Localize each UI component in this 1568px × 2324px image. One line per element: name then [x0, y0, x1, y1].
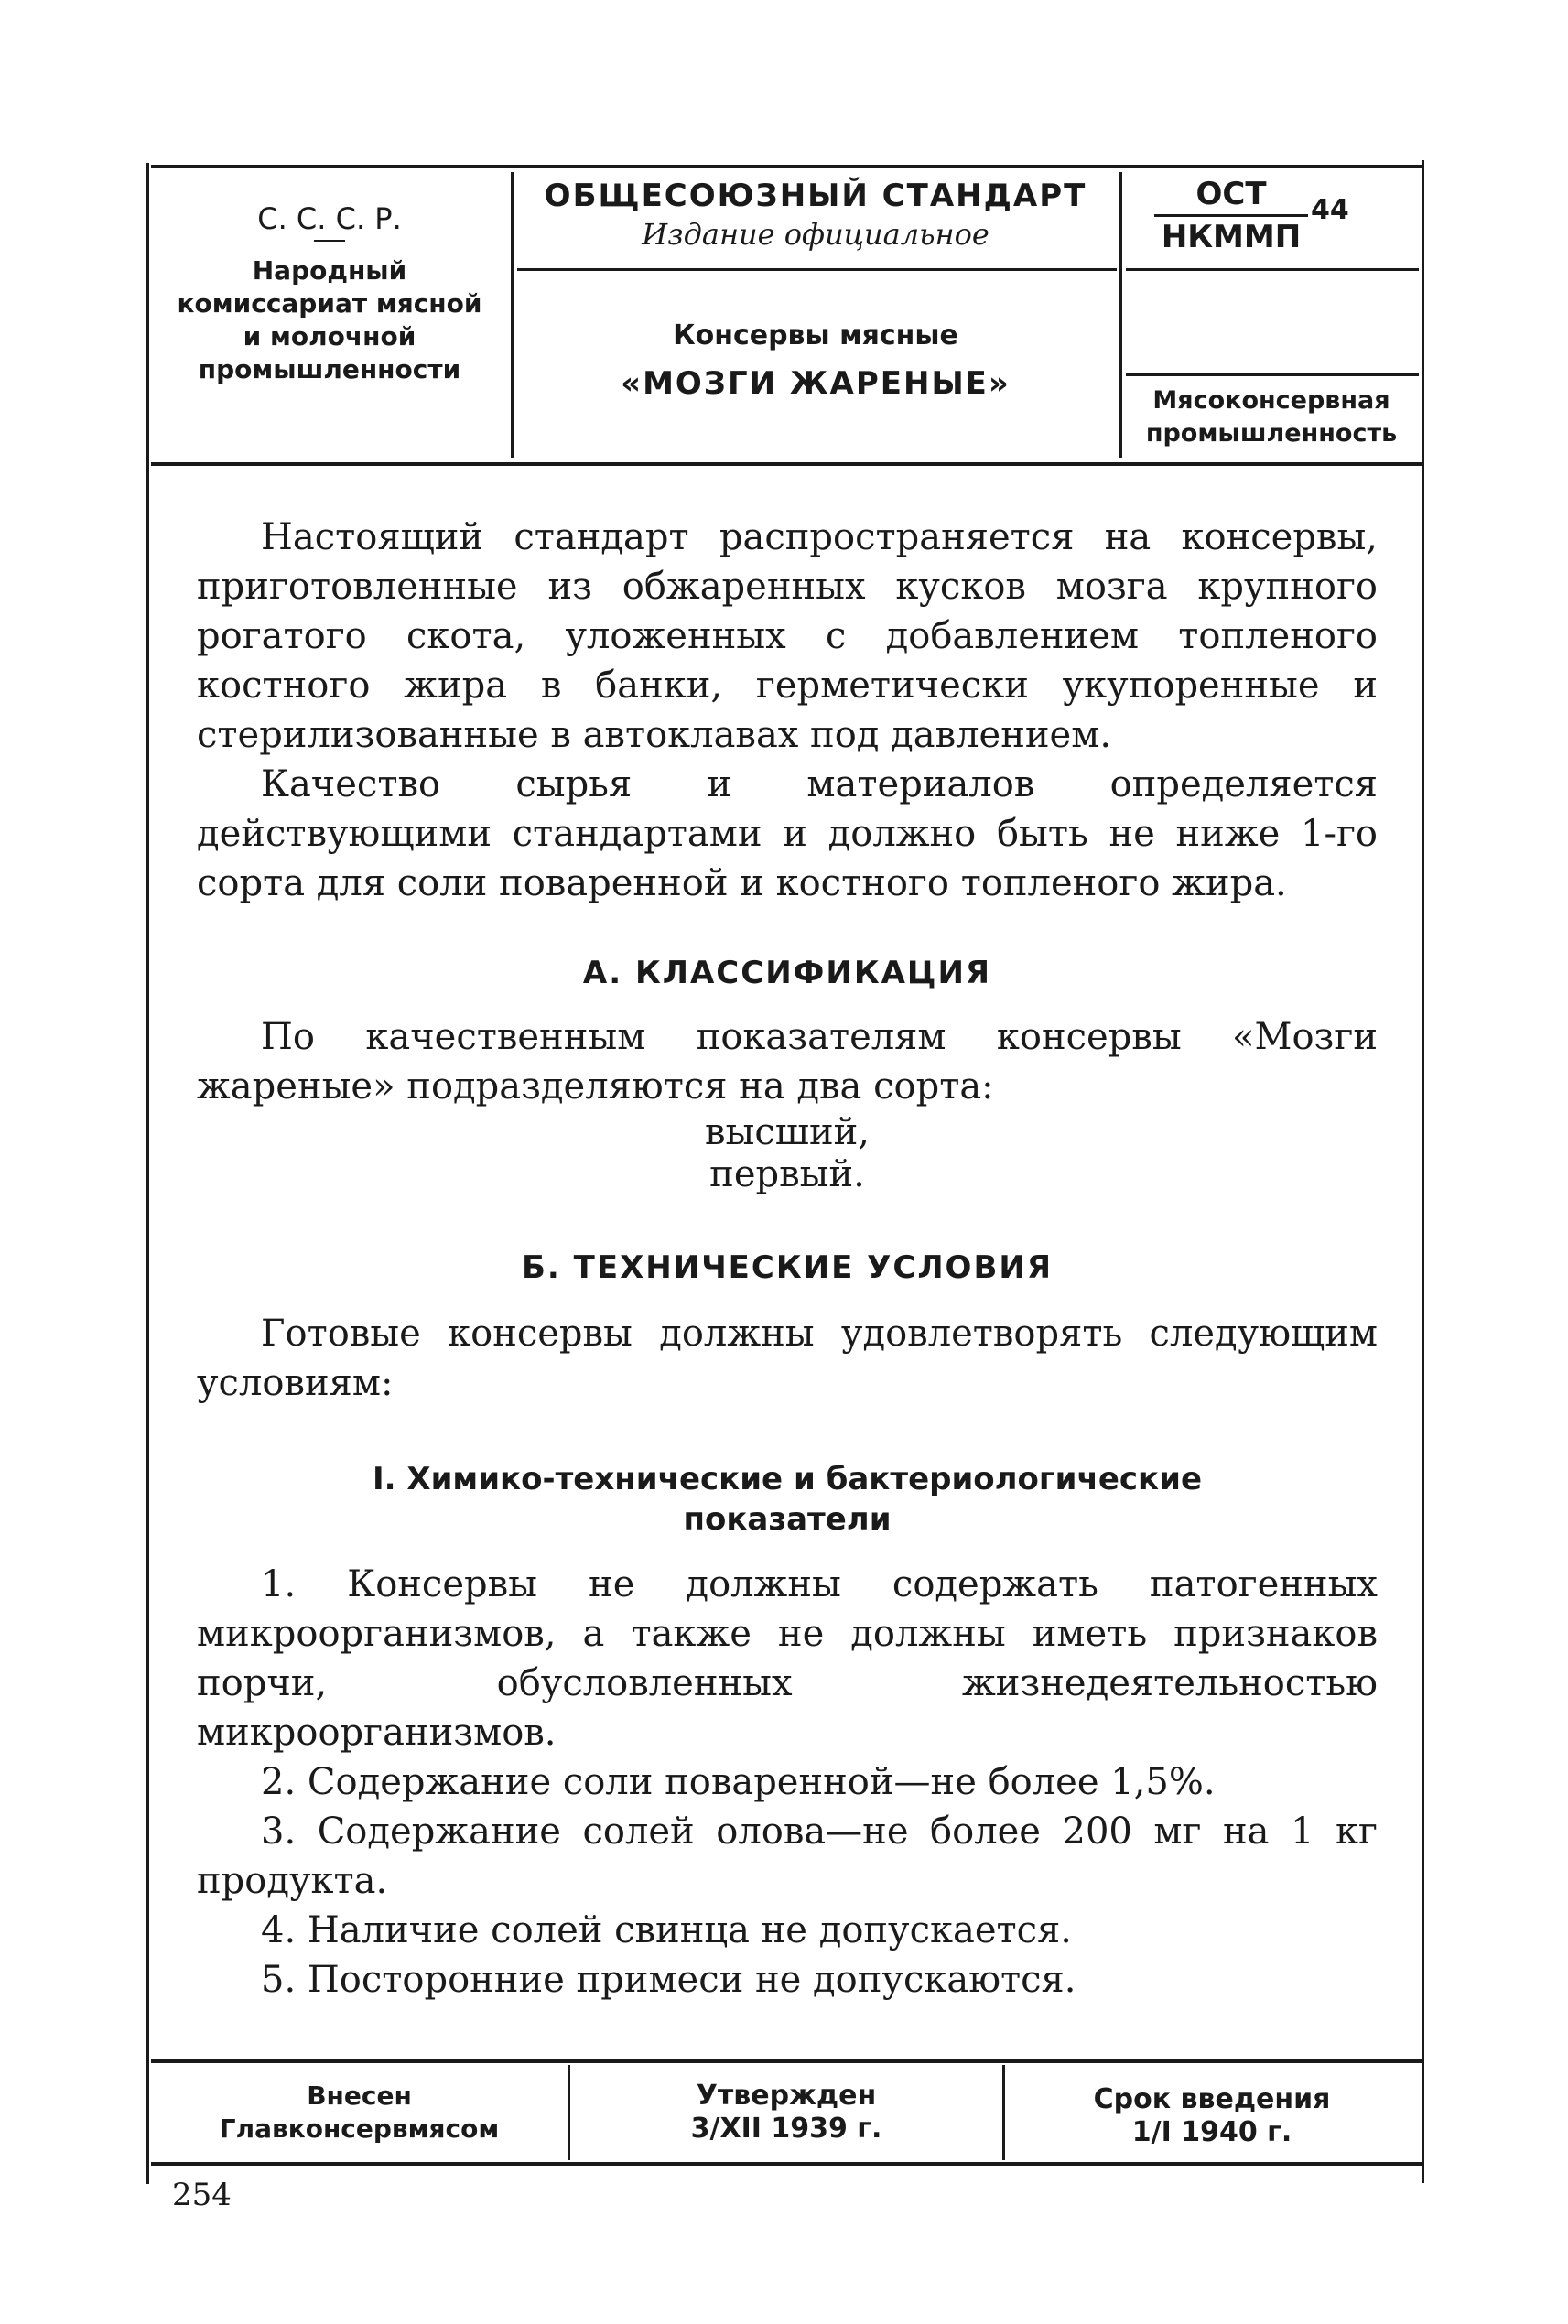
ost-bottom: НКММП [1161, 219, 1302, 255]
effective-label: Срок введения [1093, 2083, 1331, 2115]
frame-left [146, 163, 149, 2184]
footer-top-rule [151, 2059, 1423, 2063]
header-right-rule-2 [1126, 373, 1419, 376]
submitted-label: Внесен [307, 2081, 412, 2111]
requirement-item: 2. Содержание соли поваренной—не более 1,5%. [261, 1761, 1216, 1803]
footer-submitted [151, 2080, 568, 2146]
footer-approved [570, 2080, 1002, 2146]
ost-top: ОСТ [1195, 176, 1267, 212]
industry-label [1124, 384, 1419, 450]
product-category: Консервы мясные [673, 319, 958, 351]
industry-line-2: промышленность [1145, 419, 1398, 448]
approved-label: Утвержден [696, 2080, 877, 2112]
section-b-text: Готовые консервы должны удовлетворять следующим условиям: [197, 1313, 1378, 1404]
footer-effective [1005, 2083, 1419, 2149]
header-center-bottom [514, 316, 1117, 411]
header-divider-2 [1119, 172, 1122, 458]
section-a-text: По качественным показателям консервы «Мозги жареные» подразделяются на два сорта: [197, 1016, 1378, 1108]
standard-type: ОБЩЕСОЮЗНЫЙ СТАНДАРТ [544, 178, 1087, 214]
requirement-item: 1. Консервы не должны содержать патогенных микроорганизмов, а также не должны иметь признаков порчи, обусловленных жизнедеятельностью микроорганизмов. [197, 1563, 1378, 1754]
section-b-title: Б. ТЕХНИЧЕСКИЕ УСЛОВИЯ [521, 1249, 1054, 1286]
subsection-title-line-1: I. Химико-технические и бактериологические [372, 1461, 1203, 1497]
header-center-top [514, 176, 1117, 253]
edition-label: Издание официальное [642, 217, 989, 252]
approved-date: 3/XII 1939 г. [690, 2113, 882, 2145]
submitted-by: Главконсервмясом [219, 2113, 500, 2144]
commissariat-line-3: и молочной [243, 321, 416, 351]
industry-line-1: Мясоконсервная [1152, 386, 1390, 415]
header-center-rule [517, 268, 1117, 271]
commissariat-line-2: комиссариат мясной [177, 288, 482, 319]
country-label: С. С. С. Р. [257, 201, 402, 236]
footer-bottom-rule [151, 2162, 1423, 2166]
commissariat-line-1: Народный [252, 255, 407, 286]
requirement-item: 5. Посторонние примеси не допускаются. [261, 1959, 1076, 2001]
requirement-item: 3. Содержание солей олова—не более 200 мг на 1 кг продукта. [197, 1811, 1378, 1902]
effective-date: 1/I 1940 г. [1131, 2116, 1292, 2148]
product-name: «МОЗГИ ЖАРЕНЫЕ» [621, 365, 1011, 402]
body-content [197, 513, 1378, 2005]
subsection-title-line-2: показатели [683, 1501, 892, 1538]
intro-paragraph-2: Качество сырья и материалов определяется действующими стандартами и должно быть не ниже 1-го сорта для соли поваренной и костного топленого жира. [197, 763, 1378, 904]
ost-fraction-line [1154, 214, 1308, 217]
ost-number: 44 [1311, 194, 1349, 226]
header-top-rule [151, 165, 1423, 168]
ost-block [1144, 176, 1318, 255]
header-bottom-rule [151, 462, 1423, 466]
country-underline [314, 240, 345, 242]
grade-highest: высший, [705, 1111, 870, 1153]
intro-paragraph-1: Настоящий стандарт распространяется на консервы, приготовленные из обжаренных кусков мозга крупного рогатого скота, уложенных с добавлением топленого костного жира в банки, герметически укупоренные и стерилизованные в автоклавах под давлением. [197, 516, 1378, 756]
page-number: 254 [172, 2177, 232, 2213]
header-divider-1 [511, 172, 514, 458]
header-left-cell [151, 201, 508, 386]
header-right-rule-1 [1126, 268, 1419, 271]
requirement-item: 4. Наличие солей свинца не допускается. [261, 1909, 1072, 1951]
grade-first: первый. [709, 1153, 865, 1195]
commissariat-line-4: промышленности [198, 354, 461, 384]
section-a-title: А. КЛАССИФИКАЦИЯ [582, 955, 992, 991]
